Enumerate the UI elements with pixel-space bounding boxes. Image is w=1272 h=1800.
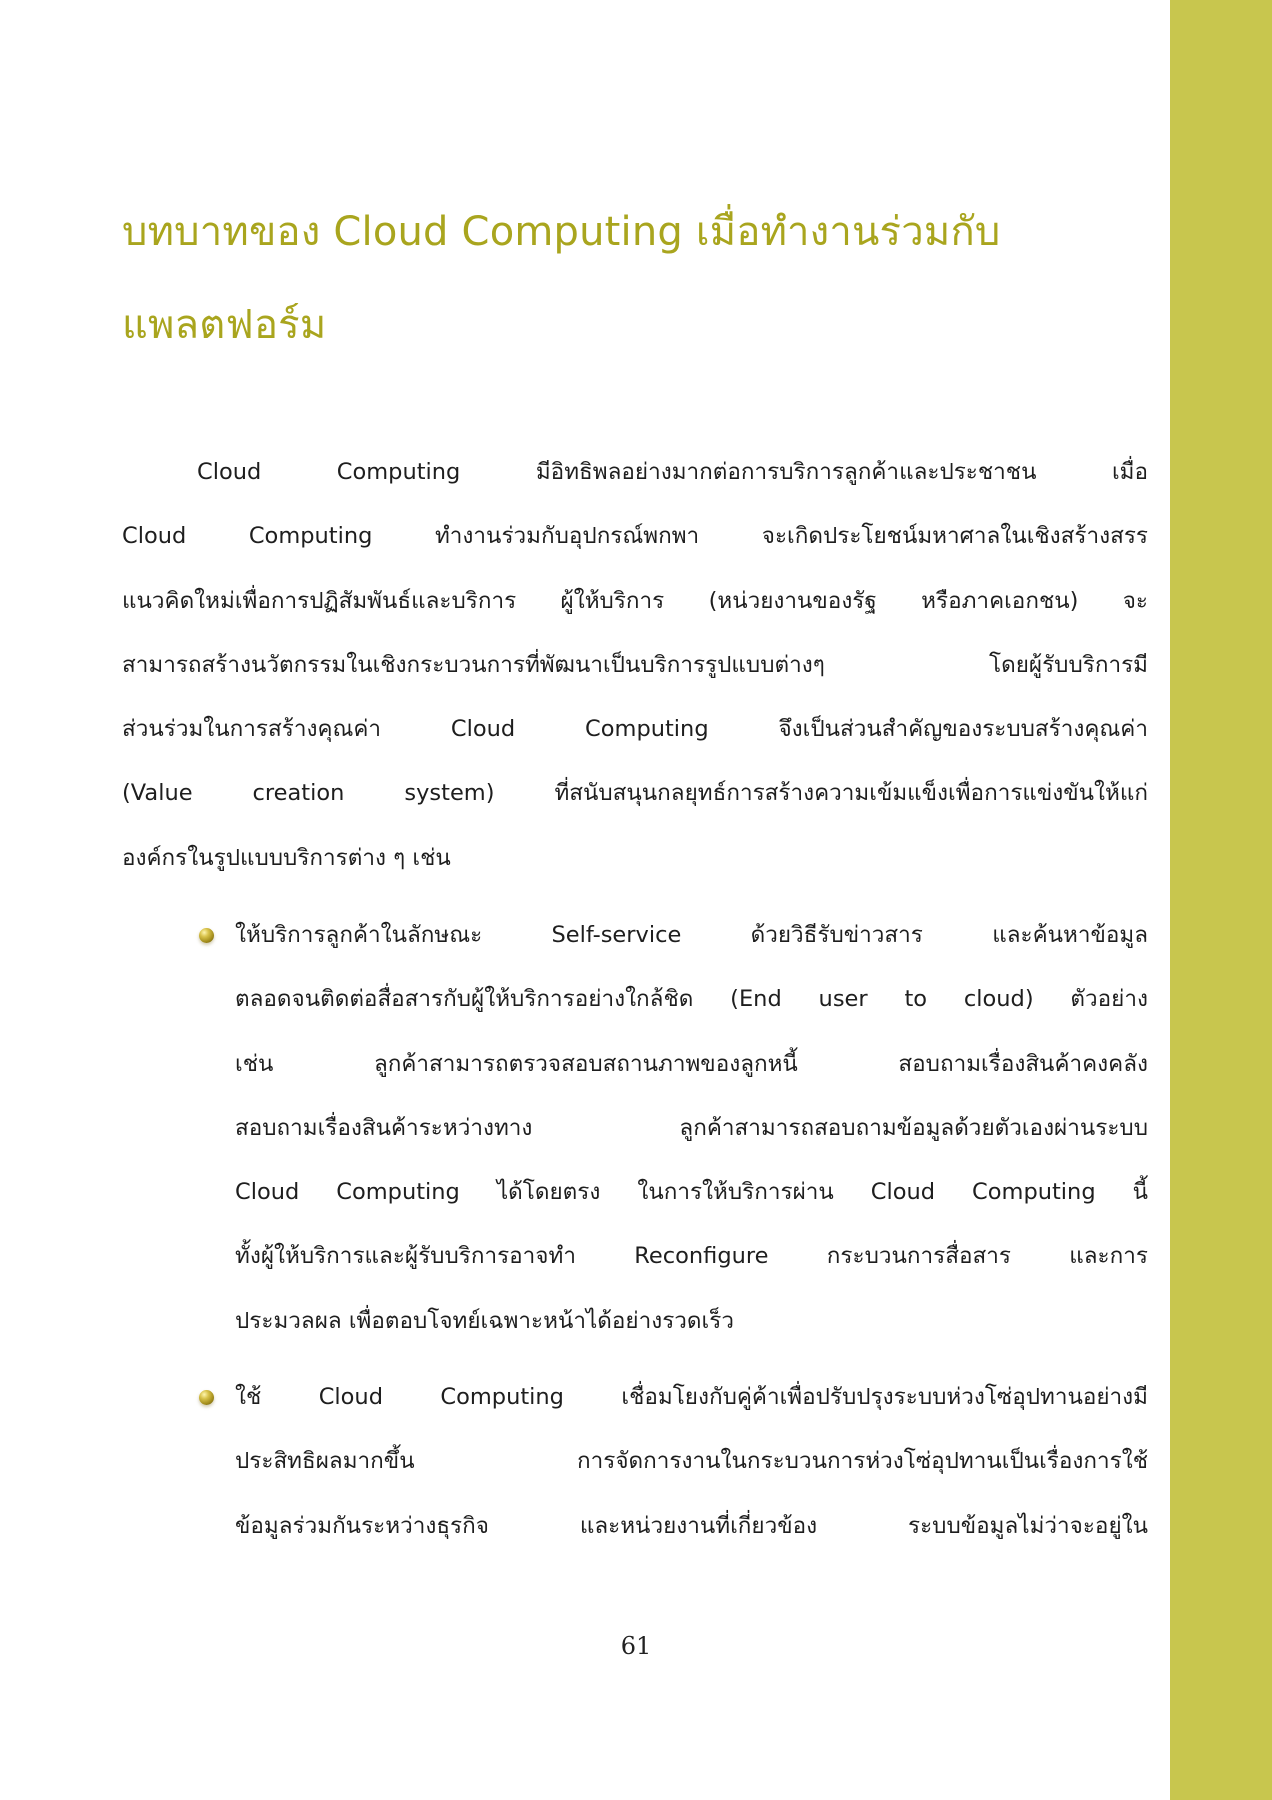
paragraph-line: Cloud Computing มีอิทธิพลอย่างมากต่อการบริการลูกค้าและประชาชน เมื่อ [197,459,1148,485]
decorative-side-strip [1170,0,1272,1800]
bullet-line: ประมวลผล เพื่อตอบโจทย์เฉพาะหน้าได้อย่างรวดเร็ว [235,1307,734,1334]
paragraph-line: สามารถสร้างนวัตกรรมในเชิงกระบวนการที่พัฒนาเป็นบริการรูปแบบต่างๆ โดยผู้รับบริการมี [122,651,1148,678]
paragraph-line: ส่วนร่วมในการสร้างคุณค่า Cloud Computing จึงเป็นส่วนสำคัญของระบบสร้างคุณค่า [122,716,1148,743]
bullet-item-supply-chain [195,1365,1148,1558]
bullet-line: Cloud Computing ได้โดยตรง ในการให้บริการผ่าน Cloud Computing นี้ [235,1179,1148,1206]
bullet-item-self-service [195,903,1148,1353]
intro-paragraph [122,440,1148,890]
page-title [122,186,1152,372]
bullet-line: ตลอดจนติดต่อสื่อสารกับผู้ให้บริการอย่างใกล้ชิด (End user to cloud) ตัวอย่าง [235,986,1148,1013]
gold-sphere-bullet-icon [199,928,214,943]
title-line: แพลตฟอร์ม [122,302,327,348]
bullet-line: ประสิทธิผลมากขึ้น การจัดการงานในกระบวนการห่วงโซ่อุปทานเป็นเรื่องการใช้ [235,1448,1148,1475]
page-number-text: 61 [620,1632,652,1660]
title-line: บทบาทของ Cloud Computing เมื่อทำงานร่วมกับ [122,209,1001,255]
paragraph-line: Cloud Computing ทำงานร่วมกับอุปกรณ์พกพา จะเกิดประโยชน์มหาศาลในเชิงสร้างสรร [122,523,1148,550]
paragraph-line: แนวคิดใหม่เพื่อการปฏิสัมพันธ์และบริการ ผู้ให้บริการ (หน่วยงานของรัฐ หรือภาคเอกชน) จะ [122,587,1148,614]
bullet-line: สอบถามเรื่องสินค้าระหว่างทาง ลูกค้าสามารถสอบถามข้อมูลด้วยตัวเองผ่านระบบ [235,1114,1148,1141]
bullet-line: เช่น ลูกค้าสามารถตรวจสอบสถานภาพของลูกหนี้ สอบถามเรื่องสินค้าคงคลัง [235,1050,1148,1077]
bullet-line: ให้บริการลูกค้าในลักษณะ Self-service ด้วยวิธีรับข่าวสาร และค้นหาข้อมูล [235,922,1148,948]
paragraph-line: (Value creation system) ที่สนับสนุนกลยุทธ์การสร้างความเข้มแข็งเพื่อการแข่งขันให้แก่ [122,780,1148,807]
bullet-line: ทั้งผู้ให้บริการและผู้รับบริการอาจทำ Reconfigure กระบวนการสื่อสาร และการ [235,1243,1148,1270]
paragraph-line: องค์กรในรูปแบบบริการต่าง ๆ เช่น [122,844,451,871]
page-number [0,1632,1272,1660]
gold-sphere-bullet-icon [199,1390,214,1405]
bullet-line: ใช้ Cloud Computing เชื่อมโยงกับคู่ค้าเพื่อปรับปรุงระบบห่วงโซ่อุปทานอย่างมี [235,1384,1148,1411]
bullet-list [195,903,1148,1570]
bullet-line: ข้อมูลร่วมกันระหว่างธุรกิจ และหน่วยงานที่เกี่ยวข้อง ระบบข้อมูลไม่ว่าจะอยู่ใน [235,1512,1148,1539]
